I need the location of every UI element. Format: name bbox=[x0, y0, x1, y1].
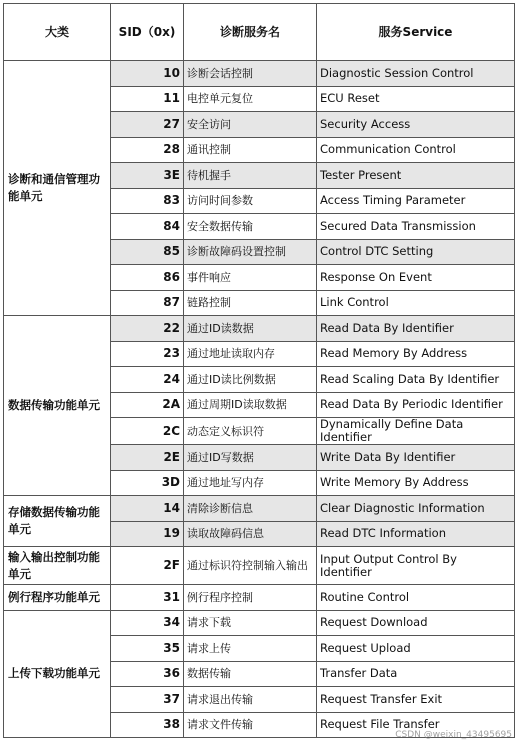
en-name-cell: Link Control bbox=[317, 290, 515, 316]
sid-cell: 3E bbox=[111, 163, 184, 189]
table-row bbox=[4, 547, 515, 585]
watermark: CSDN @weixin_43495695 bbox=[395, 730, 512, 740]
en-name-cell: Secured Data Transmission bbox=[317, 214, 515, 240]
sid-cell: 2C bbox=[111, 418, 184, 445]
sid-cell: 36 bbox=[111, 661, 184, 687]
cn-name-cell: 通过ID读比例数据 bbox=[184, 367, 317, 393]
cn-name-cell: 电控单元复位 bbox=[184, 86, 317, 112]
cn-name-cell: 安全访问 bbox=[184, 112, 317, 138]
cn-name-cell: 待机握手 bbox=[184, 163, 317, 189]
cn-name-cell: 通讯控制 bbox=[184, 137, 317, 163]
header-category: 大类 bbox=[4, 4, 111, 61]
uds-service-table bbox=[3, 3, 515, 738]
en-name-cell: Transfer Data bbox=[317, 661, 515, 687]
table-row bbox=[4, 496, 515, 522]
cn-name-cell: 请求文件传输 bbox=[184, 712, 317, 738]
cn-name-cell: 诊断会话控制 bbox=[184, 61, 317, 87]
en-name-cell: Read Data By Periodic Identifier bbox=[317, 392, 515, 418]
header-sid: SID（0x) bbox=[111, 4, 184, 61]
table-row bbox=[4, 61, 515, 87]
en-name-cell: Security Access bbox=[317, 112, 515, 138]
en-name-cell: Dynamically Define Data Identifier bbox=[317, 418, 515, 445]
table-row bbox=[4, 316, 515, 342]
en-name-cell: Write Memory By Address bbox=[317, 470, 515, 496]
sid-cell: 87 bbox=[111, 290, 184, 316]
cn-name-cell: 请求上传 bbox=[184, 636, 317, 662]
sid-cell: 2F bbox=[111, 547, 184, 585]
sid-cell: 27 bbox=[111, 112, 184, 138]
en-name-cell: Communication Control bbox=[317, 137, 515, 163]
cn-name-cell: 链路控制 bbox=[184, 290, 317, 316]
cn-name-cell: 事件响应 bbox=[184, 265, 317, 291]
sid-cell: 84 bbox=[111, 214, 184, 240]
sid-cell: 24 bbox=[111, 367, 184, 393]
en-name-cell: Tester Present bbox=[317, 163, 515, 189]
category-cell: 诊断和通信管理功能单元 bbox=[4, 61, 111, 316]
cn-name-cell: 读取故障码信息 bbox=[184, 521, 317, 547]
sid-cell: 35 bbox=[111, 636, 184, 662]
cn-name-cell: 动态定义标识符 bbox=[184, 418, 317, 445]
cn-name-cell: 通过ID读数据 bbox=[184, 316, 317, 342]
cn-name-cell: 通过周期ID读取数据 bbox=[184, 392, 317, 418]
cn-name-cell: 请求退出传输 bbox=[184, 687, 317, 713]
sid-cell: 2E bbox=[111, 445, 184, 471]
sid-cell: 28 bbox=[111, 137, 184, 163]
en-name-cell: Write Data By Identifier bbox=[317, 445, 515, 471]
cn-name-cell: 例行程序控制 bbox=[184, 585, 317, 611]
sid-cell: 10 bbox=[111, 61, 184, 87]
en-name-cell: Request Download bbox=[317, 610, 515, 636]
en-name-cell: Request Transfer Exit bbox=[317, 687, 515, 713]
cn-name-cell: 诊断故障码设置控制 bbox=[184, 239, 317, 265]
en-name-cell: Read DTC Information bbox=[317, 521, 515, 547]
cn-name-cell: 通过ID写数据 bbox=[184, 445, 317, 471]
en-name-cell: Control DTC Setting bbox=[317, 239, 515, 265]
sid-cell: 85 bbox=[111, 239, 184, 265]
cn-name-cell: 安全数据传输 bbox=[184, 214, 317, 240]
table-header-row bbox=[4, 4, 515, 61]
en-name-cell: Routine Control bbox=[317, 585, 515, 611]
category-cell: 输入输出控制功能单元 bbox=[4, 547, 111, 585]
en-name-cell: Diagnostic Session Control bbox=[317, 61, 515, 87]
cn-name-cell: 通过地址读取内存 bbox=[184, 341, 317, 367]
header-cn-name: 诊断服务名 bbox=[184, 4, 317, 61]
cn-name-cell: 访问时间参数 bbox=[184, 188, 317, 214]
en-name-cell: Request File Transfer bbox=[317, 712, 515, 738]
sid-cell: 86 bbox=[111, 265, 184, 291]
table-row bbox=[4, 585, 515, 611]
en-name-cell: Read Memory By Address bbox=[317, 341, 515, 367]
sid-cell: 2A bbox=[111, 392, 184, 418]
sid-cell: 23 bbox=[111, 341, 184, 367]
sid-cell: 22 bbox=[111, 316, 184, 342]
table-row bbox=[4, 610, 515, 636]
en-name-cell: Input Output Control By Identifier bbox=[317, 547, 515, 585]
en-name-cell: ECU Reset bbox=[317, 86, 515, 112]
cn-name-cell: 通过地址写内存 bbox=[184, 470, 317, 496]
sid-cell: 37 bbox=[111, 687, 184, 713]
sid-cell: 14 bbox=[111, 496, 184, 522]
sid-cell: 11 bbox=[111, 86, 184, 112]
sid-cell: 3D bbox=[111, 470, 184, 496]
en-name-cell: Request Upload bbox=[317, 636, 515, 662]
cn-name-cell: 清除诊断信息 bbox=[184, 496, 317, 522]
table-body bbox=[4, 61, 515, 738]
cn-name-cell: 请求下载 bbox=[184, 610, 317, 636]
en-name-cell: Read Data By Identifier bbox=[317, 316, 515, 342]
en-name-cell: Response On Event bbox=[317, 265, 515, 291]
category-cell: 存储数据传输功能单元 bbox=[4, 496, 111, 547]
sid-cell: 34 bbox=[111, 610, 184, 636]
header-en-name: 服务Service bbox=[317, 4, 515, 61]
category-cell: 例行程序功能单元 bbox=[4, 585, 111, 611]
cn-name-cell: 通过标识符控制输入输出 bbox=[184, 547, 317, 585]
sid-cell: 38 bbox=[111, 712, 184, 738]
category-cell: 数据传输功能单元 bbox=[4, 316, 111, 496]
sid-cell: 31 bbox=[111, 585, 184, 611]
en-name-cell: Read Scaling Data By Identifier bbox=[317, 367, 515, 393]
cn-name-cell: 数据传输 bbox=[184, 661, 317, 687]
en-name-cell: Clear Diagnostic Information bbox=[317, 496, 515, 522]
sid-cell: 19 bbox=[111, 521, 184, 547]
sid-cell: 83 bbox=[111, 188, 184, 214]
category-cell: 上传下载功能单元 bbox=[4, 610, 111, 738]
en-name-cell: Access Timing Parameter bbox=[317, 188, 515, 214]
